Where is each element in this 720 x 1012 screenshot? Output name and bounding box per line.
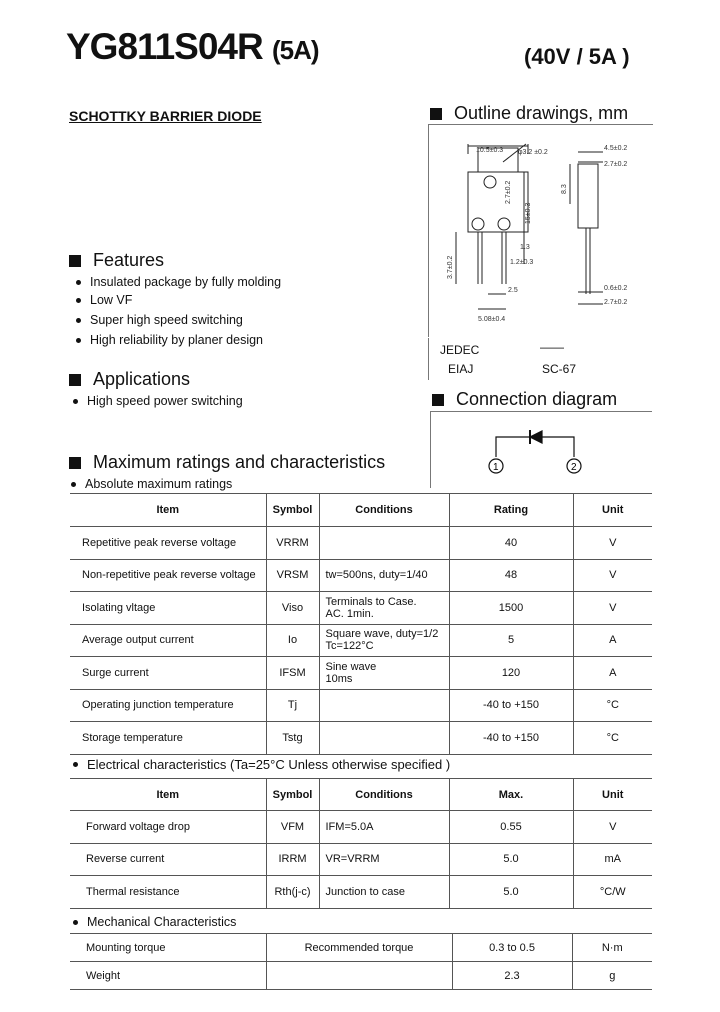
col-header: Conditions <box>319 494 449 527</box>
mech-conditions: Recommended torque <box>266 934 452 962</box>
rating-conditions <box>319 527 449 560</box>
abs-max-table <box>70 493 652 755</box>
rating-tag: (40V / 5A ) <box>524 44 630 69</box>
bullet-dot-icon <box>76 338 81 343</box>
elec-unit: V <box>573 811 652 844</box>
current-tag: (5A) <box>272 35 319 65</box>
ratings-heading: Maximum ratings and characteristics <box>69 452 385 473</box>
table-row <box>70 592 652 625</box>
elec-symbol: VFM <box>266 811 319 844</box>
rating-unit: V <box>573 592 652 625</box>
part-number-title <box>66 26 319 68</box>
eiaj-label: EIAJ <box>448 362 474 376</box>
rating-value: 120 <box>449 657 573 690</box>
pin2-label: 2 <box>571 462 577 473</box>
rating-item: Repetitive peak reverse voltage <box>70 527 266 560</box>
electrical-heading: Electrical characteristics (Ta=25°C Unless otherwise specified ) <box>73 757 450 772</box>
table-row <box>70 876 652 909</box>
bullet-dot-icon <box>76 298 81 303</box>
elec-max: 5.0 <box>449 876 573 909</box>
table-row <box>70 527 652 560</box>
bullet-dot-icon <box>73 762 78 767</box>
dim-label: 2.5 <box>508 287 518 294</box>
feature-item: Low VF <box>76 293 132 307</box>
elec-max: 0.55 <box>449 811 573 844</box>
elec-item: Reverse current <box>70 843 266 876</box>
rating-symbol: IFSM <box>266 657 319 690</box>
elec-conditions: IFM=5.0A <box>319 811 449 844</box>
dim-label: φ3.2 ±0.2 <box>518 149 548 156</box>
bullet-dot-icon <box>73 399 78 404</box>
square-bullet-icon <box>432 394 444 406</box>
jedec-label: JEDEC <box>440 343 480 357</box>
rating-symbol: VRSM <box>266 559 319 592</box>
rating-value: -40 to +150 <box>449 689 573 722</box>
rating-value: 40 <box>449 527 573 560</box>
rating-conditions: Square wave, duty=1/2 Tc=122°C <box>319 624 449 657</box>
applications-heading: Applications <box>69 369 190 390</box>
rating-item: Non-repetitive peak reverse voltage <box>70 559 266 592</box>
dim-label: 1.3 <box>520 244 530 251</box>
device-type: SCHOTTKY BARRIER DIODE <box>69 108 262 124</box>
elec-unit: °C/W <box>573 876 652 909</box>
elec-unit: mA <box>573 843 652 876</box>
rating-value: -40 to +150 <box>449 722 573 755</box>
pin2-marker-icon <box>498 218 510 230</box>
square-bullet-icon <box>69 374 81 386</box>
mechanical-table <box>70 933 652 990</box>
rating-unit: °C <box>573 689 652 722</box>
square-bullet-icon <box>69 457 81 469</box>
rating-value: 48 <box>449 559 573 592</box>
rating-conditions <box>319 722 449 755</box>
rating-item: Surge current <box>70 657 266 690</box>
col-header: Symbol <box>266 779 319 811</box>
rating-conditions <box>319 689 449 722</box>
electrical-table <box>70 778 652 909</box>
dim-label: 15±0.3 <box>525 202 532 224</box>
rating-conditions: Sine wave 10ms <box>319 657 449 690</box>
dim-label: 2.7±0.2 <box>505 180 512 204</box>
table-row <box>70 962 652 990</box>
square-bullet-icon <box>69 255 81 267</box>
dim-label: 4.5±0.2 <box>604 145 628 152</box>
rating-symbol: VRRM <box>266 527 319 560</box>
jedec-value: —— <box>540 340 564 354</box>
elec-symbol: Rth(j-c) <box>266 876 319 909</box>
table-row <box>70 559 652 592</box>
dim-label: 2.7±0.2 <box>604 161 628 168</box>
rating-symbol: Io <box>266 624 319 657</box>
dim-label: 8.3 <box>561 184 568 194</box>
elec-conditions: VR=VRRM <box>319 843 449 876</box>
outline-heading: Outline drawings, mm <box>430 103 628 124</box>
bullet-dot-icon <box>73 920 78 925</box>
rating-symbol: Viso <box>266 592 319 625</box>
dim-label: 3.7±0.2 <box>447 255 454 279</box>
col-header: Rating <box>449 494 573 527</box>
eiaj-value: SC-67 <box>542 362 577 376</box>
rating-value: 1500 <box>449 592 573 625</box>
rating-unit: A <box>573 624 652 657</box>
dim-label: 2.7±0.2 <box>604 299 628 306</box>
table-row <box>70 689 652 722</box>
col-header: Unit <box>573 779 652 811</box>
table-row <box>70 843 652 876</box>
dim-label: 0.6±0.2 <box>604 285 628 292</box>
table-header-row <box>70 779 652 811</box>
application-item: High speed power switching <box>73 394 243 408</box>
diode-symbol <box>480 425 590 480</box>
rating-item: Storage temperature <box>70 722 266 755</box>
bullet-dot-icon <box>71 482 76 487</box>
pin1-marker-icon <box>472 218 484 230</box>
package-body-side <box>578 164 598 228</box>
col-header: Symbol <box>266 494 319 527</box>
table-row <box>70 657 652 690</box>
elec-symbol: IRRM <box>266 843 319 876</box>
rating-item: Average output current <box>70 624 266 657</box>
rating-conditions: Terminals to Case. AC. 1min. <box>319 592 449 625</box>
connection-heading: Connection diagram <box>432 389 617 410</box>
table-row <box>70 722 652 755</box>
rating-unit: °C <box>573 722 652 755</box>
square-bullet-icon <box>430 108 442 120</box>
mech-value: 2.3 <box>452 962 572 990</box>
rating-conditions: tw=500ns, duty=1/40 <box>319 559 449 592</box>
diode-triangle-icon <box>530 431 542 443</box>
elec-item: Thermal resistance <box>70 876 266 909</box>
col-header: Unit <box>573 494 652 527</box>
table-row <box>70 811 652 844</box>
dim-label: 5.08±0.4 <box>478 316 506 323</box>
pin1-label: 1 <box>493 462 499 473</box>
elec-conditions: Junction to case <box>319 876 449 909</box>
table-row <box>70 934 652 962</box>
mech-value: 0.3 to 0.5 <box>452 934 572 962</box>
mount-hole-icon <box>484 176 496 188</box>
mech-item: Mounting torque <box>70 934 266 962</box>
col-header: Item <box>70 779 266 811</box>
mech-item: Weight <box>70 962 266 990</box>
col-header: Max. <box>449 779 573 811</box>
elec-max: 5.0 <box>449 843 573 876</box>
mech-unit: N·m <box>572 934 652 962</box>
rating-symbol: Tstg <box>266 722 319 755</box>
dim-label: 10.5±0.3 <box>476 147 504 154</box>
mechanical-heading: Mechanical Characteristics <box>73 915 236 929</box>
rating-unit: A <box>573 657 652 690</box>
rating-unit: V <box>573 559 652 592</box>
col-header: Conditions <box>319 779 449 811</box>
mech-conditions <box>266 962 452 990</box>
part-number: YG811S04R <box>66 26 263 67</box>
elec-item: Forward voltage drop <box>70 811 266 844</box>
bullet-dot-icon <box>76 318 81 323</box>
mech-unit: g <box>572 962 652 990</box>
dim-label: 1.2±0.3 <box>510 259 534 266</box>
feature-item: High reliability by planer design <box>76 333 263 347</box>
feature-item: Insulated package by fully molding <box>76 275 281 289</box>
abs-max-heading: Absolute maximum ratings <box>71 477 232 491</box>
col-header: Item <box>70 494 266 527</box>
rating-item: Operating junction temperature <box>70 689 266 722</box>
table-row <box>70 624 652 657</box>
outline-drawing <box>428 124 652 336</box>
rating-value: 5 <box>449 624 573 657</box>
feature-item: Super high speed switching <box>76 313 243 327</box>
rating-item: Isolating vltage <box>70 592 266 625</box>
rating-symbol: Tj <box>266 689 319 722</box>
table-header-row <box>70 494 652 527</box>
features-heading: Features <box>69 250 164 271</box>
rating-unit: V <box>573 527 652 560</box>
bullet-dot-icon <box>76 280 81 285</box>
